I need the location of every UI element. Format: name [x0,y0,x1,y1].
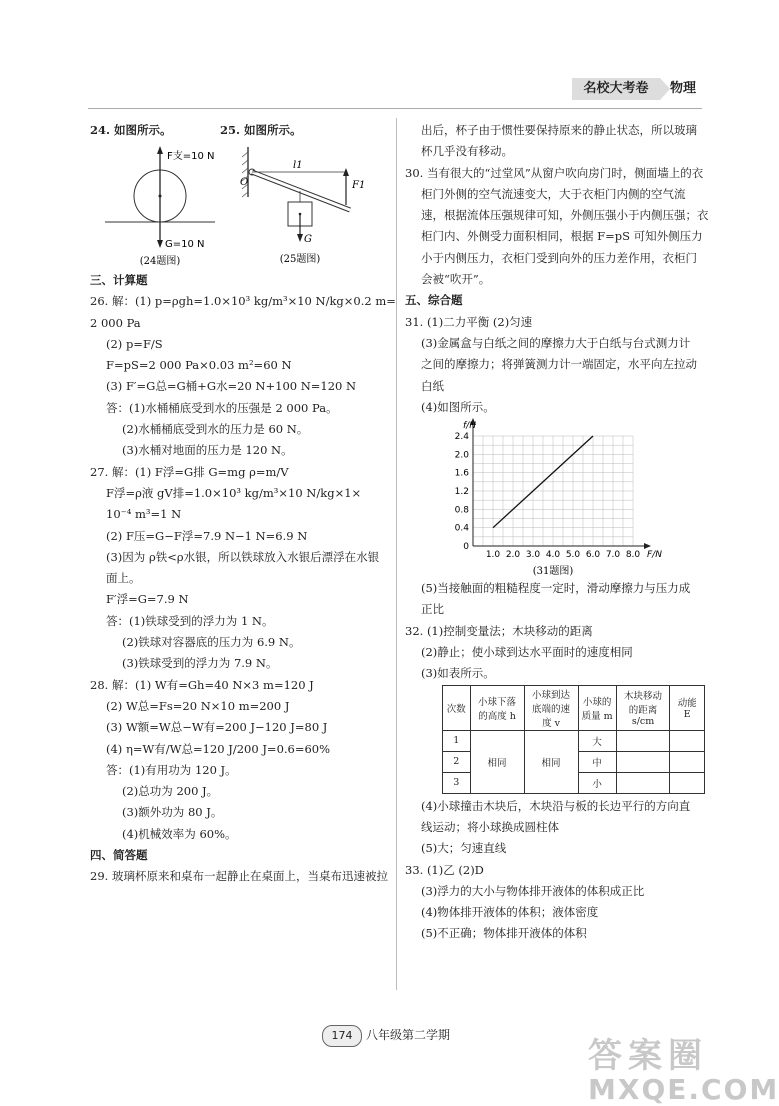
y-tick-label: 1.2 [454,487,469,498]
table-header: 小球到达底端的速度 v [524,685,578,730]
y-tick-label: 2.0 [454,450,469,461]
q32-after-line: (5)大；匀速直线 [421,841,507,856]
table-header: 动能 E [670,685,705,730]
q31-line: 白纸 [421,378,444,393]
section-4-heading: 四、简答题 [90,848,148,863]
q26-line: (2) p=F/S [106,336,163,351]
table-header: 小球下落的高度 h [470,685,524,730]
q33-line: (3)浮力的大小与物体排开液体的体积成正比 [421,883,645,898]
q32-line: (2)静止；使小球到达水平面时的速度相同 [421,645,633,660]
q31-chart [405,418,705,578]
right-column [405,120,709,945]
q27-line: F浮=ρ液 gV排=1.0×10³ kg/m³×10 N/kg×1× [106,485,362,500]
q31-after-line: (5)当接触面的粗糙程度一定时，滑动摩擦力与压力成 [421,581,691,596]
x-tick-label: 1.0 [485,550,501,561]
fig24-caption: (24题图) [139,256,181,267]
fig24-support-force: F支=10 N [167,151,215,162]
q26-line: 答：(1)水桶桶底受到水的压强是 2 000 Pa。 [106,400,338,415]
q32-after [405,796,705,860]
term-label: 八年级第二学期 [366,1028,451,1042]
table-header: 木块移动的距离 s/cm [616,685,670,730]
q28-answer [90,675,390,845]
q32-table [442,685,705,794]
y-tick-label: 0.4 [454,523,469,534]
x-tick-label: 7.0 [605,550,621,561]
fig25-weight-label: G [304,234,312,245]
q31-chart-wrap [405,418,705,578]
q26-line: 2 000 Pa [90,315,141,330]
section-3-heading: 三、计算题 [90,273,148,287]
q30-line: 柜门内、外侧受力面积相同，根据 F=pS 可知外侧压力 [421,229,703,244]
table-header: 次数 [443,685,471,730]
q28-line: (2)总功为 200 J。 [122,784,219,799]
table-cell: 相同 [524,730,578,793]
q27-line: (3)铁球受到的浮力为 7.9 N。 [122,656,278,671]
watermark-url: MXQE.COM [588,1073,779,1106]
watermark-text: 答案圈 [588,1036,708,1076]
q30-line: 会被“吹开”。 [421,272,491,287]
chart-caption: (31题图) [532,566,574,578]
q28-line: (3)额外功为 80 J。 [122,805,223,820]
page-number: 174 [322,1025,362,1047]
q32-after-line: 线运动；将小球换成圆柱体 [421,819,559,834]
q31-line: 31. (1)二力平衡 (2)匀速 [405,314,533,329]
q27-line: 答：(1)铁球受到的浮力为 1 N。 [106,613,274,628]
q27-line: 10⁻⁴ m³=1 N [106,507,182,522]
x-tick-label: 3.0 [525,550,541,561]
fig25-caption: (25题图) [279,254,321,265]
q29-cont-line: 出后，杯子由于惯性要保持原来的静止状态，所以玻璃 [421,123,697,137]
q25-label: 25. 如图所示。 [220,123,302,137]
origin-label: 0 [463,542,469,553]
q24-label: 24. 如图所示。 [90,123,172,137]
table-cell: 小 [578,772,616,793]
figures-24-25 [90,120,390,270]
q26-line: 26. 解：(1) p=ρgh=1.0×10³ kg/m³×10 N/kg×0.2 m= [90,294,396,309]
y-axis-label: f/N [463,421,476,432]
x-tick-label: 5.0 [565,550,581,561]
series-tag: 名校大考卷 [572,78,660,100]
q27-answer [90,462,390,675]
y-tick-label: 1.6 [454,468,469,479]
table-cell [670,730,705,751]
x-tick-label: 8.0 [625,550,641,561]
fig25-diagram [238,142,368,266]
q32-line: 32. (1)控制变量法；木块移动的距离 [405,623,593,638]
section-5-heading: 五、综合题 [405,293,463,308]
table-cell [670,772,705,793]
fig25-force-label: F1 [352,180,366,191]
q28-line: (3) W额=W总−W有=200 J−120 J=80 J [106,720,328,735]
fig24-diagram [105,144,225,266]
q30-line: 30. 当有很大的“过堂风”从窗户吹向房门时，侧面墙上的衣 [405,165,704,180]
table-cell [616,751,670,772]
q28-line: (4)机械效率为 60%。 [122,826,237,841]
q27-line: 27. 解：(1) F浮=G排 G=mg ρ=m/V [90,464,289,479]
q29-cont-line: 杯几乎没有移动。 [421,144,513,159]
subject-label: 物理 [670,81,697,96]
q28-line: (2) W总=Fs=20 N×10 m=200 J [106,698,290,713]
q33-line: (4)物体排开液体的体积；液体密度 [421,905,599,920]
q31-line: (3)金属盒与白纸之间的摩擦力大于白纸与台式测力计 [421,335,691,350]
q31-answer [405,312,705,418]
q30-line: 小于内侧压力，衣柜门受到向外的压力差作用，衣柜门 [421,250,697,265]
q32-answer [405,621,705,685]
column-divider [396,118,397,990]
q30-line: 速，根据流体压强规律可知，外侧压强小于内侧压强；衣 [421,208,709,223]
fig25-pivot-label: O [240,177,249,188]
y-tick-label: 0.8 [454,505,469,516]
q27-line: (2)铁球对容器底的压力为 6.9 N。 [122,635,301,650]
header-rule [88,108,702,109]
q27-line: (2) F压=G−F浮=7.9 N−1 N=6.9 N [106,528,308,543]
left-column [90,120,396,888]
q29-line: 29. 玻璃杯原来和桌布一起静止在桌面上，当桌布迅速被拉 [90,869,388,884]
q32-line: (3)如表所示。 [421,666,495,681]
fig25-arm-label: l1 [293,160,303,171]
y-tick-label: 2.4 [454,432,469,443]
q26-line: (2)水桶桶底受到水的压力是 60 N。 [122,422,309,437]
q28-line: 28. 解：(1) W有=Gh=40 N×3 m=120 J [90,677,314,692]
x-tick-label: 4.0 [545,550,561,561]
q26-answer [90,291,396,461]
q28-line: 答：(1)有用功为 120 J。 [106,762,237,777]
q31-line: (4)如图所示。 [421,399,495,414]
watermark [588,1028,779,1106]
table-cell: 大 [578,730,616,751]
q31-line: 之间的摩擦力；将弹簧测力计一端固定，水平向左拉动 [421,357,697,372]
q28-line: (4) η=W有/W总=120 J/200 J=0.6=60% [106,741,331,756]
q27-line: (3)因为 ρ铁<ρ水银，所以铁球放入水银后漂浮在水银 [106,549,380,564]
q31-after-line: 正比 [421,602,444,617]
table-cell: 3 [443,772,471,793]
table-cell [670,751,705,772]
table-row [443,730,705,751]
x-tick-label: 2.0 [505,550,521,561]
q26-line: F=pS=2 000 Pa×0.03 m²=60 N [106,358,292,373]
table-cell [616,730,670,751]
q30-line: 柜门外侧的空气流速变大，大于衣柜门内侧的空气流 [421,186,686,201]
q32-after-line: (4)小球撞击木块后，木块沿与板的长边平行的方向直 [421,798,691,813]
table-cell: 2 [443,751,471,772]
q30-answer [405,163,709,291]
x-axis-label: F/N [647,550,662,561]
q26-line: (3) F′=G总=G桶+G水=20 N+100 N=120 N [106,379,357,394]
table-cell: 1 [443,730,471,751]
table-cell: 相同 [470,730,524,793]
fig24-gravity: G=10 N [165,239,205,250]
q27-line: F′浮=G=7.9 N [106,592,189,607]
q26-line: (3)水桶对地面的压力是 120 N。 [122,443,293,458]
q33-line: (5)不正确；物体排开液体的体积 [421,926,587,941]
table-cell: 中 [578,751,616,772]
table-header: 小球的质量 m [578,685,616,730]
table-cell [616,772,670,793]
x-axis-arrow [644,543,651,549]
q33-line: 33. (1)乙 (2)D [405,862,484,877]
x-tick-label: 6.0 [585,550,601,561]
q33-answer [405,860,705,945]
q27-line: 面上。 [106,571,141,586]
